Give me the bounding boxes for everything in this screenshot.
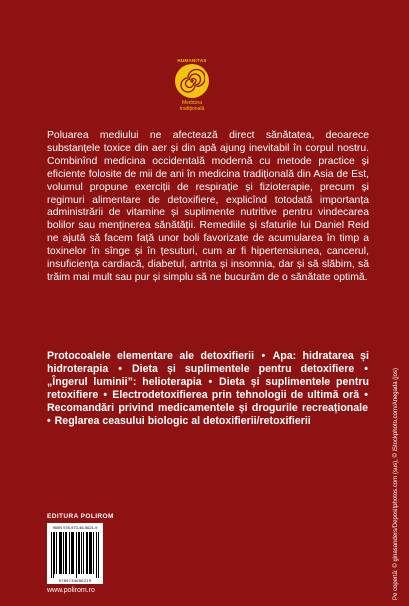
barcode-bar	[93, 532, 94, 574]
bullet-separator: •	[255, 350, 272, 362]
contents-item: „Îngerul luminii”: helioterapia	[47, 376, 202, 389]
contents-item: Recomandări privind medicamentele și drogurile recreaționale	[47, 402, 368, 415]
spiral-icon	[175, 64, 209, 98]
barcode-bar	[90, 532, 91, 574]
barcode-bar	[61, 532, 62, 574]
bullet-separator: •	[47, 415, 54, 428]
barcode-bar	[87, 532, 88, 574]
barcode-bar	[51, 532, 52, 578]
series-caption: Medicina tradițională	[179, 100, 205, 112]
contents-item: Protocoalele elementare ale detoxifierii	[47, 350, 255, 362]
barcode-bar	[76, 532, 77, 578]
barcode-bar	[56, 532, 57, 574]
contents-item: Dieta și suplimentele pentru retoxifiere	[47, 376, 369, 402]
barcode-bar	[63, 532, 64, 574]
barcode-bar	[69, 532, 70, 574]
blurb-paragraph: Poluarea mediului ne afectează direct sănătatea, deoarece substanțele toxice din aer și din apă ajung inevitabil în corpul nostru. Combinînd medicina occidentală modernă cu metode practice și eficiente folosite de mii de ani în medicina tradițională din Asia de Est, volumul propune exerciții de respirație și fizioterapie, precum și regimuri alimentare de detoxifiere, explicînd totodată importanța administrării de vitamine și suplimente nutritive pentru vindecarea bolilor sau menținerea sănătății. Remediile și sfaturile lui Daniel Reid ne ajută să facem față unor boli favorizate de acumularea în timp a toxinelor în sînge și în țesuturi, cum ar fi hipertensiunea, cancerul, insuficiența cardiacă, diabetul, artrita și insomnia, dar și să slăbim, să trăim mai mult sau pur și simplu să ne bucurăm de o sănătate optimă.	[47, 130, 369, 283]
contents-item: Dieta și suplimentele pentru detoxifiere	[132, 363, 355, 376]
publisher-name: EDITURA POLIROM	[47, 513, 114, 520]
barcode-bar	[71, 532, 72, 574]
contents-item: Apa: hidratarea și hidroterapia	[47, 350, 369, 376]
contents-list	[47, 350, 369, 429]
barcode-bar	[89, 532, 90, 574]
bullet-separator: •	[202, 376, 219, 389]
barcode-bar	[79, 532, 80, 574]
barcode-bar	[91, 532, 92, 574]
bullet-separator: •	[355, 363, 368, 376]
barcode-bar	[72, 532, 73, 574]
barcode-bar	[66, 532, 67, 574]
contents-item: Electrodetoxifierea prin tehnologii de ultimă oră	[112, 389, 360, 402]
barcode-bar	[60, 532, 61, 574]
bullet-separator: •	[109, 363, 132, 376]
barcode-bar	[59, 532, 60, 574]
barcode-bar	[98, 532, 99, 578]
barcode-bar	[86, 532, 87, 574]
contents-item: Reglarea ceasului biologic al detoxifierii/retoxifierii	[54, 415, 311, 428]
barcode-bars	[50, 532, 100, 578]
isbn: ISBN 978-973-46-5621-9	[52, 525, 98, 530]
bullet-separator: •	[360, 389, 368, 402]
barcode-bar	[54, 532, 55, 574]
series-name: HUMANITAS	[177, 58, 207, 63]
barcode-bar	[78, 532, 79, 574]
bullet-separator: •	[99, 389, 112, 402]
photo-credit: Pe copertă: © ginasanders/Depositphotos.com (sus), © iStockphoto.com/Anegada (jos)	[393, 368, 399, 600]
barcode-bar	[53, 532, 54, 578]
barcode-bar	[81, 532, 82, 574]
barcode	[47, 523, 103, 584]
barcode-bar	[96, 532, 97, 578]
publisher-website[interactable]: www.polirom.ro	[47, 587, 95, 594]
barcode-bar	[65, 532, 66, 574]
barcode-bar	[83, 532, 84, 574]
barcode-bar	[73, 532, 74, 574]
series-logo	[168, 58, 216, 112]
barcode-number: 9789734656219	[58, 578, 92, 583]
